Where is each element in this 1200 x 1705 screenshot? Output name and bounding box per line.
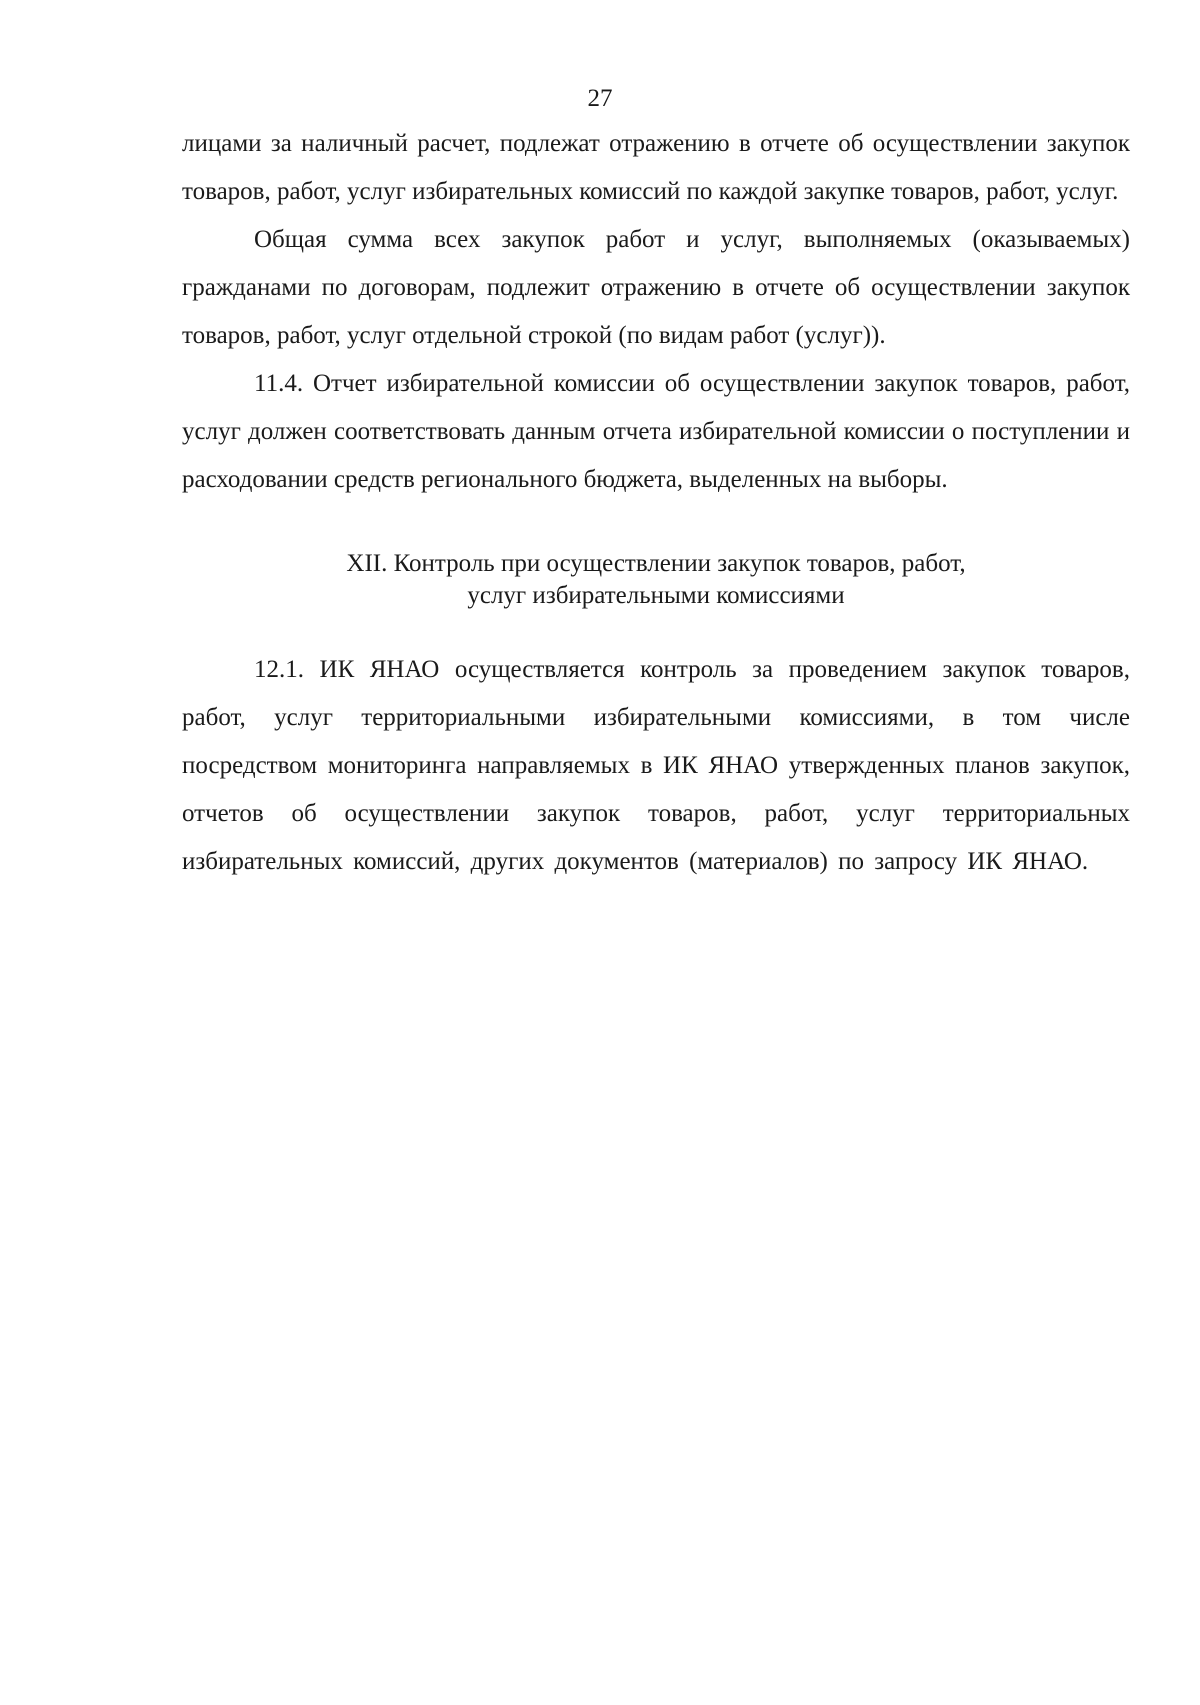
section-heading-line-2: услуг избирательными комиссиями: [467, 582, 845, 609]
document-body: [182, 120, 1130, 886]
paragraph-continuation: лицами за наличный расчет, подлежат отражению в отчете об осуществлении закупок товаров, работ, услуг избирательных комиссий по каждой закупке товаров, работ, услуг.: [182, 130, 1130, 205]
paragraph-12-1: 12.1. ИК ЯНАО осуществляется контроль за проведением закупок товаров, работ, услуг территориальными избирательными комиссиями, в том числе посредством мониторинга направляемых в ИК ЯНАО утвержденных планов закупок, отчетов об осуществлении закупок товаров, работ, услуг территориальных избирательных комиссий, других документов (материалов) по запросу ИК ЯНАО.: [182, 656, 1130, 875]
section-heading-xii: [182, 548, 1130, 612]
page-number: 27: [587, 85, 613, 112]
section-heading-line-1: XII. Контроль при осуществлении закупок товаров, работ,: [346, 550, 966, 577]
paragraph-total-sum: Общая сумма всех закупок работ и услуг, выполняемых (оказываемых) гражданами по договорам, подлежит отражению в отчете об осуществлении закупок товаров, работ, услуг отдельной строкой (по видам работ (услуг)).: [182, 226, 1130, 349]
paragraph-11-4: 11.4. Отчет избирательной комиссии об осуществлении закупок товаров, работ, услуг должен соответствовать данным отчета избирательной комиссии о поступлении и расходовании средств регионального бюджета, выделенных на выборы.: [182, 370, 1130, 493]
